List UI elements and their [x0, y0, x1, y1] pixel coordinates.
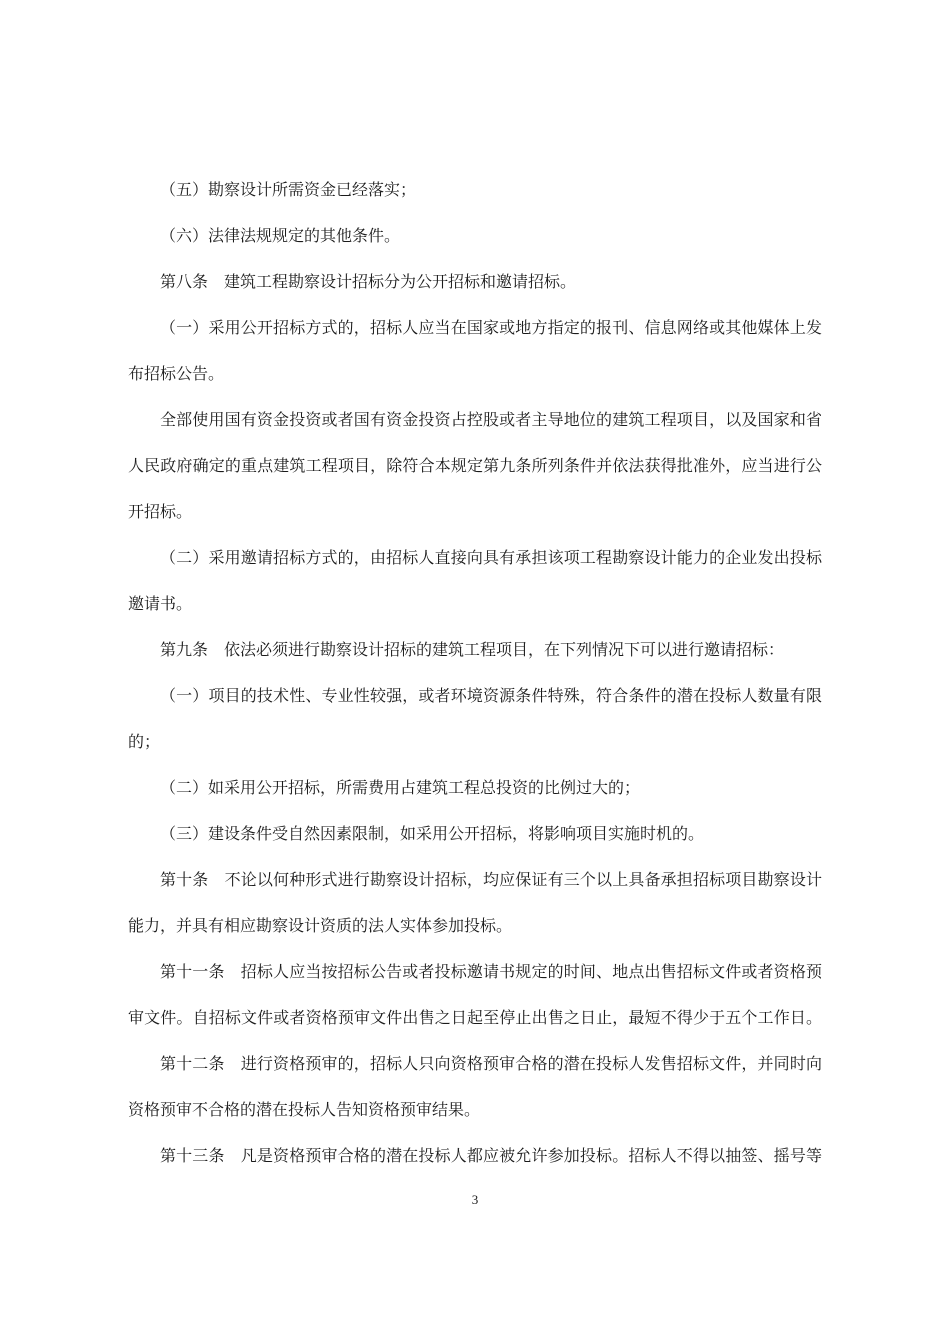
- paragraph-line: 能力，并具有相应勘察设计资质的法人实体参加投标。: [128, 916, 513, 935]
- clause-line: （一）采用公开招标方式的，招标人应当在国家或地方指定的报刊、信息网络或其他媒体上发: [160, 318, 822, 337]
- paragraph-line: 人民政府确定的重点建筑工程项目，除符合本规定第九条所列条件并依法获得批准外，应当进行公: [128, 456, 822, 475]
- clause-line: （五）勘察设计所需资金已经落实；: [160, 180, 417, 199]
- clause-line: （三）建设条件受自然因素限制，如采用公开招标，将影响项目实施时机的。: [160, 824, 705, 843]
- article-heading-line: 第八条 建筑工程勘察设计招标分为公开招标和邀请招标。: [160, 272, 577, 291]
- clause-line: （六）法律法规规定的其他条件。: [160, 226, 401, 245]
- article-heading-line: 第十二条 进行资格预审的，招标人只向资格预审合格的潜在投标人发售招标文件，并同时向: [160, 1054, 822, 1073]
- clause-line: （二）采用邀请招标方式的，由招标人直接向具有承担该项工程勘察设计能力的企业发出投标: [160, 548, 822, 567]
- clause-line: （一）项目的技术性、专业性较强，或者环境资源条件特殊，符合条件的潜在投标人数量有限: [160, 686, 822, 705]
- article-heading-line: 第十三条 凡是资格预审合格的潜在投标人都应被允许参加投标。招标人不得以抽签、摇号等: [160, 1146, 822, 1165]
- paragraph-line: 开招标。: [128, 502, 193, 521]
- article-heading-line: 第十一条 招标人应当按招标公告或者投标邀请书规定的时间、地点出售招标文件或者资格预: [160, 962, 822, 981]
- article-heading-line: 第十条 不论以何种形式进行勘察设计招标，均应保证有三个以上具备承担招标项目勘察设计: [160, 870, 822, 889]
- paragraph-line: 审文件。自招标文件或者资格预审文件出售之日起至停止出售之日止，最短不得少于五个工作日。: [128, 1008, 822, 1027]
- clause-line: 布招标公告。: [128, 364, 225, 383]
- clause-line: （二）如采用公开招标，所需费用占建筑工程总投资的比例过大的；: [160, 778, 641, 797]
- paragraph-line: 全部使用国有资金投资或者国有资金投资占控股或者主导地位的建筑工程项目，以及国家和省: [160, 410, 822, 429]
- clause-line: 的；: [128, 732, 161, 751]
- clause-line: 邀请书。: [128, 594, 193, 613]
- article-heading-line: 第九条 依法必须进行勘察设计招标的建筑工程项目，在下列情况下可以进行邀请招标：: [160, 640, 785, 659]
- paragraph-line: 资格预审不合格的潜在投标人告知资格预审结果。: [128, 1100, 481, 1119]
- page-number: 3: [471, 1192, 479, 1207]
